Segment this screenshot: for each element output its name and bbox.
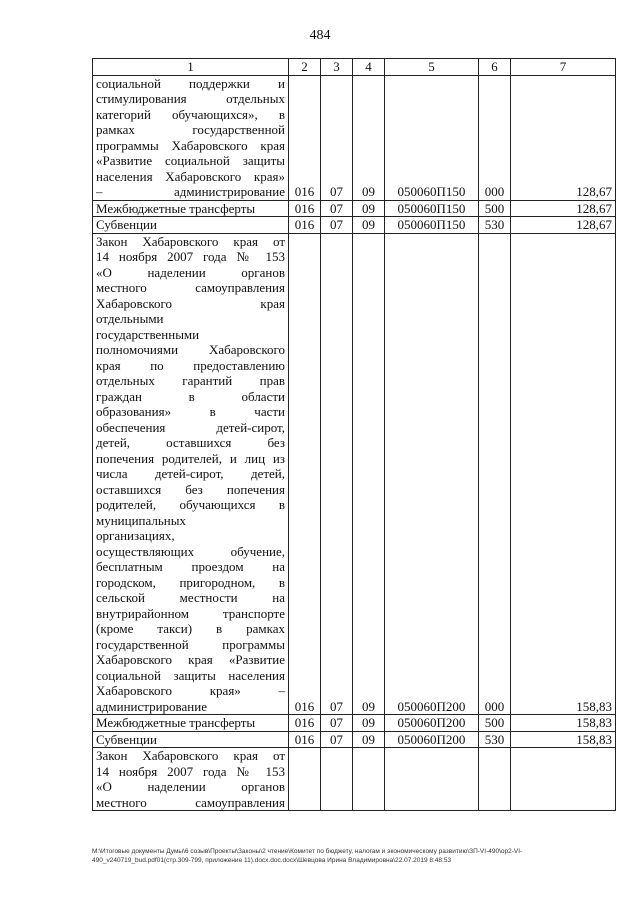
section-code	[321, 748, 353, 811]
ministry-code: 016	[289, 75, 321, 200]
subsection-code: 09	[353, 715, 385, 732]
description-line: государственной программы	[96, 636, 285, 652]
section-code: 07	[321, 75, 353, 200]
description-line: категорий обучающихся», в	[96, 106, 285, 122]
expense-type-code: 000	[479, 233, 511, 715]
table-row	[93, 200, 616, 217]
row-description	[93, 748, 289, 811]
target-article-code: 050060П150	[385, 75, 479, 200]
description-line: 14 ноября 2007 года № 153	[96, 249, 285, 264]
description-line: попечения родителей, и лиц из	[96, 450, 285, 466]
description-line: «О наделении органов	[96, 779, 285, 794]
description-line: социальной поддержки и	[96, 75, 285, 91]
ministry-code: 016	[289, 731, 321, 748]
description-line: образования» в части	[96, 404, 285, 419]
ministry-code: 016	[289, 217, 321, 234]
target-article-code: 050060П200	[385, 715, 479, 732]
row-description	[93, 233, 289, 715]
footer-line: М:\Итоговые документы Думы\6 созыв\Проекты\Законы\2 чтение\Комитет по бюджету, налогам и экономическому развитию\ЗП-VI-490\ор2-VI-	[92, 848, 523, 855]
amount-value: 128,67	[511, 75, 616, 200]
footer-line: 490_v240719_bud.pdf01(стр.309-799, приложение 11).docx.doc.docx\Шевцова Ирина Владимировна\22.07.2019 8:48:53	[92, 857, 452, 864]
description-line: Хабаровского края	[96, 295, 285, 311]
expense-type-code: 530	[479, 217, 511, 234]
subsection-code	[353, 748, 385, 811]
amount-value: 158,83	[511, 233, 616, 715]
description-line: государственными	[96, 326, 200, 342]
description-line: местного самоуправления	[96, 280, 285, 295]
description-line: городском, пригородном, в	[96, 574, 285, 590]
ministry-code: 016	[289, 715, 321, 732]
description-line: Закон Хабаровского края от	[96, 233, 285, 249]
description-line: родителей, обучающихся в	[96, 497, 285, 512]
section-code: 07	[321, 233, 353, 715]
description-line: оставшихся без попечения	[96, 481, 285, 497]
description-line: числа детей-сирот, детей,	[96, 466, 285, 481]
budget-table	[92, 58, 616, 811]
description-line: отдельными	[96, 311, 164, 326]
description-line: детей, оставшихся без	[96, 435, 285, 450]
table-row	[93, 731, 616, 748]
row-description	[93, 217, 289, 234]
description-line: Хабаровского края «Развитие	[96, 652, 285, 667]
subsection-code: 09	[353, 233, 385, 715]
description-line: отдельных гарантий прав	[96, 373, 285, 388]
description-line: стимулирования отдельных	[96, 91, 285, 106]
description-line: населения Хабаровского края»	[96, 168, 285, 184]
description-line: Межбюджетные трансферты	[96, 200, 256, 216]
table-row	[93, 748, 616, 811]
description-line: Хабаровского края» –	[96, 683, 285, 698]
page-number: 484	[309, 28, 331, 43]
description-line: «О наделении органов	[96, 264, 285, 280]
expense-type-code: 000	[479, 75, 511, 200]
column-header: 1	[93, 59, 289, 76]
table-row	[93, 233, 616, 715]
description-line: Субвенции	[96, 217, 157, 232]
row-description	[93, 75, 289, 200]
description-line: Закон Хабаровского края от	[96, 748, 285, 763]
description-line: бесплатным проездом на	[96, 559, 285, 574]
subsection-code: 09	[353, 200, 385, 217]
ministry-code	[289, 748, 321, 811]
table-header-row	[93, 59, 616, 76]
description-line: программы Хабаровского края	[96, 137, 285, 153]
description-line: местного самоуправления	[96, 794, 285, 810]
description-line: внутрирайонном транспорте	[96, 605, 285, 621]
row-description	[93, 731, 289, 748]
description-line: Межбюджетные трансферты	[96, 715, 256, 730]
row-description	[93, 200, 289, 217]
target-article-code: 050060П150	[385, 217, 479, 234]
target-article-code: 050060П200	[385, 731, 479, 748]
column-header: 5	[385, 59, 479, 76]
amount-value: 128,67	[511, 200, 616, 217]
target-article-code: 050060П200	[385, 233, 479, 715]
expense-type-code: 500	[479, 715, 511, 732]
section-code: 07	[321, 200, 353, 217]
amount-value	[511, 748, 616, 811]
table-row	[93, 217, 616, 234]
amount-value: 158,83	[511, 715, 616, 732]
section-code: 07	[321, 715, 353, 732]
subsection-code: 09	[353, 75, 385, 200]
subsection-code: 09	[353, 217, 385, 234]
description-line: рамках государственной	[96, 122, 285, 137]
table-row	[93, 75, 616, 200]
section-code: 07	[321, 731, 353, 748]
description-line: муниципальных	[96, 512, 187, 528]
description-line: осуществляющих обучение,	[96, 543, 285, 559]
expense-type-code: 500	[479, 200, 511, 217]
target-article-code	[385, 748, 479, 811]
subsection-code: 09	[353, 731, 385, 748]
expense-type-code	[479, 748, 511, 811]
section-code: 07	[321, 217, 353, 234]
ministry-code: 016	[289, 233, 321, 715]
target-article-code: 050060П150	[385, 200, 479, 217]
description-line: сельской местности на	[96, 590, 285, 605]
row-description	[93, 715, 289, 732]
description-line: граждан в области	[96, 388, 285, 404]
column-header: 2	[289, 59, 321, 76]
description-line: Субвенции	[96, 731, 157, 747]
description-line: организациях,	[96, 528, 175, 543]
column-header: 3	[321, 59, 353, 76]
description-line: края по предоставлению	[96, 357, 285, 373]
expense-type-code: 530	[479, 731, 511, 748]
table-row	[93, 715, 616, 732]
column-header: 7	[511, 59, 616, 76]
column-header: 4	[353, 59, 385, 76]
description-line: социальной защиты населения	[96, 667, 285, 683]
column-header: 6	[479, 59, 511, 76]
document-footer	[92, 847, 615, 865]
description-line: обеспечения детей-сирот,	[96, 419, 285, 435]
description-line: полномочиями Хабаровского	[96, 342, 285, 357]
description-line: «Развитие социальной защиты	[96, 153, 285, 168]
ministry-code: 016	[289, 200, 321, 217]
description-line: (кроме такси) в рамках	[96, 621, 285, 636]
amount-value: 128,67	[511, 217, 616, 234]
description-line: 14 ноября 2007 года № 153	[96, 763, 285, 779]
description-line: администрирование	[96, 698, 207, 714]
amount-value: 158,83	[511, 731, 616, 748]
description-line: – администрирование	[96, 184, 285, 199]
